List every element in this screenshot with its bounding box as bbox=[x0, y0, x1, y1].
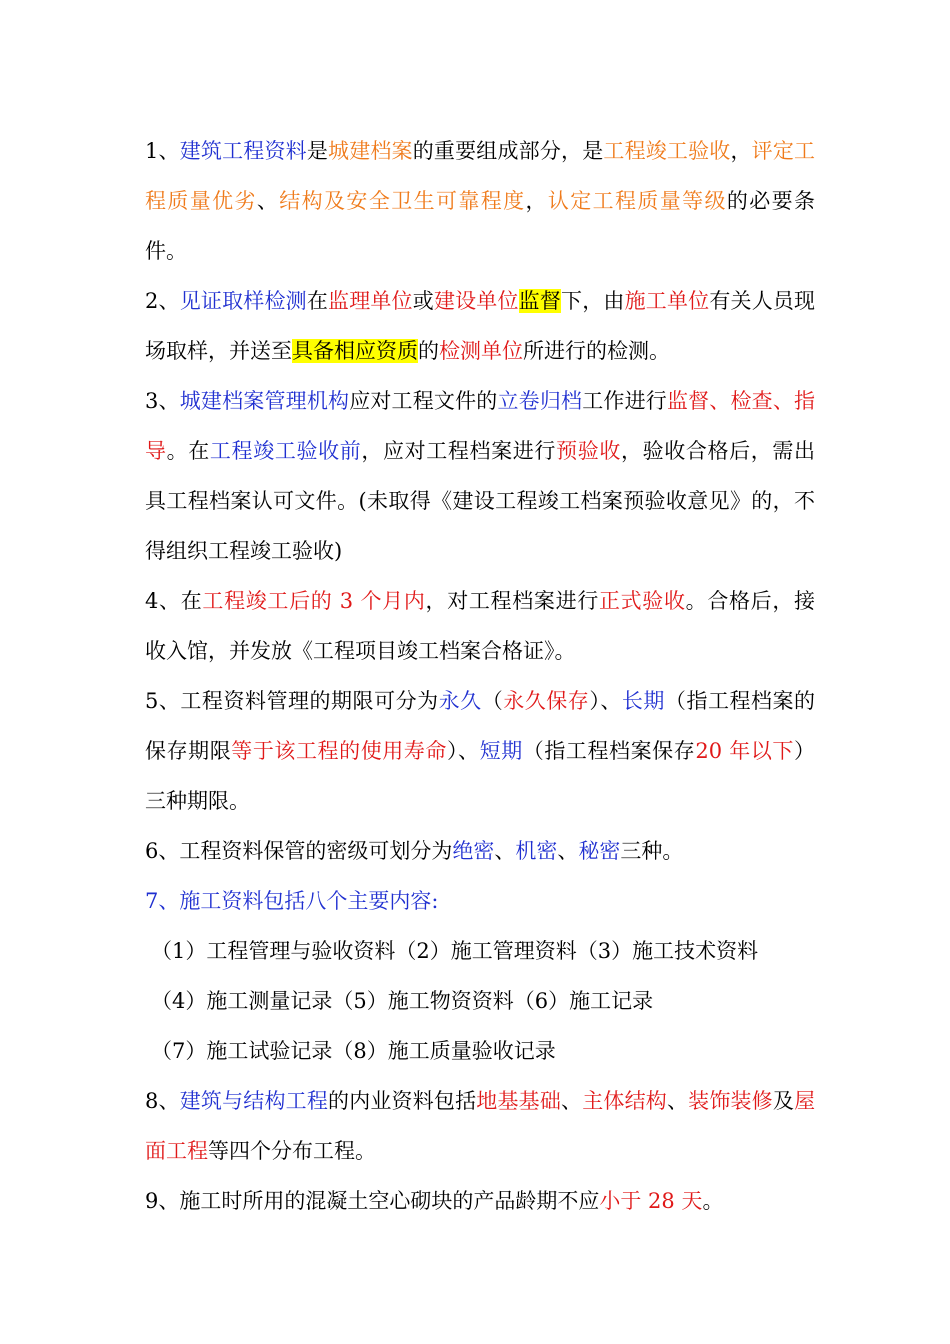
text-run: 三种。 bbox=[620, 839, 684, 863]
text-run: 在 bbox=[306, 289, 329, 313]
text-run: 4、在 bbox=[145, 589, 203, 613]
emphasized-text: 检测单位 bbox=[439, 339, 523, 363]
list-item bbox=[145, 876, 815, 926]
emphasized-text: 长期 bbox=[621, 689, 665, 713]
list-item bbox=[145, 576, 815, 676]
text-run: 。在 bbox=[166, 439, 210, 463]
text-run: 2、 bbox=[145, 289, 180, 313]
emphasized-text: 监理单位 bbox=[328, 289, 413, 313]
list-item bbox=[145, 126, 815, 276]
text-run: 有关人员现场取样，并送至 bbox=[145, 289, 816, 363]
text-run: ）、 bbox=[446, 739, 480, 763]
sublist-line: （7）施工试验记录（8）施工质量验收记录 bbox=[151, 1039, 556, 1063]
emphasized-text: 施工单位 bbox=[624, 289, 710, 313]
text-run: 6、工程资料保管的密级可划分为 bbox=[145, 839, 453, 863]
text-run: 或 bbox=[412, 289, 434, 313]
text-run: 应对工程文件的 bbox=[349, 389, 498, 413]
highlighted-text: 监督 bbox=[518, 289, 562, 313]
document-body bbox=[145, 126, 815, 1226]
text-run: 5、工程资料管理的期限可分为 bbox=[145, 689, 439, 713]
emphasized-text: 建筑与结构工程 bbox=[179, 1089, 329, 1113]
text-run: 、 bbox=[494, 839, 516, 863]
emphasized-text: 城建档案 bbox=[328, 139, 413, 163]
emphasized-text: 监督、检查、指导 bbox=[145, 389, 816, 463]
sublist-line: （1）工程管理与验收资料（2）施工管理资料（3）施工技术资料 bbox=[151, 939, 759, 963]
list-item bbox=[145, 826, 815, 876]
emphasized-text: 立卷归档 bbox=[497, 389, 583, 413]
text-run: 的重要组成部分，是 bbox=[412, 139, 604, 163]
emphasized-text: 预验收 bbox=[556, 439, 621, 463]
emphasized-text: 工程竣工后的 3 个月内 bbox=[202, 589, 426, 613]
text-run: 。 bbox=[702, 1189, 724, 1213]
emphasized-text: 城建档案管理机构 bbox=[179, 389, 350, 413]
text-run: 等四个分布工程。 bbox=[208, 1139, 376, 1163]
emphasized-text: 永久保存 bbox=[503, 689, 590, 713]
emphasized-text: 装饰装修 bbox=[688, 1089, 773, 1113]
text-run: ，应对工程档案进行 bbox=[361, 439, 557, 463]
emphasized-text: 20 年以下 bbox=[695, 739, 795, 763]
emphasized-text: 永久 bbox=[438, 689, 482, 713]
text-run: 工作进行 bbox=[582, 389, 667, 413]
numbered-items-continued bbox=[145, 1076, 815, 1226]
list-item bbox=[145, 676, 815, 826]
emphasized-text: 工程竣工验收前 bbox=[209, 439, 362, 463]
construction-data-sublist bbox=[145, 926, 815, 1076]
text-run: 的必要条件。 bbox=[145, 189, 816, 263]
text-run: 、 bbox=[666, 1089, 689, 1113]
text-run: 3、 bbox=[145, 389, 180, 413]
emphasized-text: 认定工程质量等级 bbox=[547, 189, 727, 213]
text-run: 。合格后，接收入馆，并发放《工程项目竣工档案合格证》。 bbox=[145, 589, 816, 663]
text-run: 8、 bbox=[145, 1089, 180, 1113]
emphasized-text: 绝密 bbox=[452, 839, 495, 863]
text-run: 所进行的检测。 bbox=[523, 339, 670, 363]
emphasized-text: 屋面工程 bbox=[145, 1089, 816, 1163]
emphasized-text: 机密 bbox=[515, 839, 558, 863]
emphasized-text: 评定工程质量优劣 bbox=[145, 139, 816, 213]
text-run: （指工程档案保存 bbox=[522, 739, 696, 763]
list-item bbox=[145, 376, 815, 576]
text-run: 及 bbox=[772, 1089, 795, 1113]
list-item bbox=[145, 1076, 815, 1176]
text-run: 1、 bbox=[145, 139, 180, 163]
text-run: 、 bbox=[561, 1089, 583, 1113]
text-run: ，对工程档案进行 bbox=[425, 589, 599, 613]
list-item bbox=[145, 1176, 815, 1226]
emphasized-text: 小于 28 天 bbox=[599, 1189, 703, 1213]
text-run: ， bbox=[730, 139, 752, 163]
emphasized-text: 秘密 bbox=[578, 839, 621, 863]
emphasized-text: 短期 bbox=[479, 739, 523, 763]
emphasized-text: 见证取样检测 bbox=[179, 289, 307, 313]
text-run: （ bbox=[481, 689, 504, 713]
emphasized-text: 7、施工资料包括八个主要内容: bbox=[145, 889, 439, 913]
text-run: 的 bbox=[418, 339, 439, 363]
text-run: 、 bbox=[256, 189, 280, 213]
emphasized-text: 建设单位 bbox=[433, 289, 519, 313]
text-run: ）、 bbox=[589, 689, 622, 713]
text-run: 、 bbox=[557, 839, 579, 863]
list-item bbox=[145, 276, 815, 376]
text-run: 9、施工时所用的混凝土空心砌块的产品龄期不应 bbox=[145, 1189, 600, 1213]
emphasized-text: 主体结构 bbox=[582, 1089, 667, 1113]
emphasized-text: 建筑工程资料 bbox=[179, 139, 307, 163]
emphasized-text: 地基基础 bbox=[476, 1089, 562, 1113]
text-run: 下，由 bbox=[561, 289, 625, 313]
text-run: ， bbox=[525, 189, 548, 213]
text-run: 是 bbox=[306, 139, 329, 163]
sublist-line: （4）施工测量记录（5）施工物资资料（6）施工记录 bbox=[151, 989, 654, 1013]
emphasized-text: 结构及安全卫生可靠程度 bbox=[279, 189, 526, 213]
emphasized-text: 正式验收 bbox=[598, 589, 686, 613]
emphasized-text: 工程竣工验收 bbox=[603, 139, 731, 163]
text-run: ，验收合格后，需出具工程档案认可文件。(未取得《建设工程竣工档案预验收意见》的，不得组织工程竣工验收) bbox=[145, 439, 816, 563]
text-run: 的内业资料包括 bbox=[328, 1089, 477, 1113]
text-run: ）三种期限。 bbox=[145, 739, 816, 813]
emphasized-text: 等于该工程的使用寿命 bbox=[231, 739, 447, 763]
highlighted-text: 具备相应资质 bbox=[292, 339, 418, 363]
text-run: （指工程档案的保存期限 bbox=[145, 689, 816, 763]
numbered-items bbox=[145, 126, 815, 926]
